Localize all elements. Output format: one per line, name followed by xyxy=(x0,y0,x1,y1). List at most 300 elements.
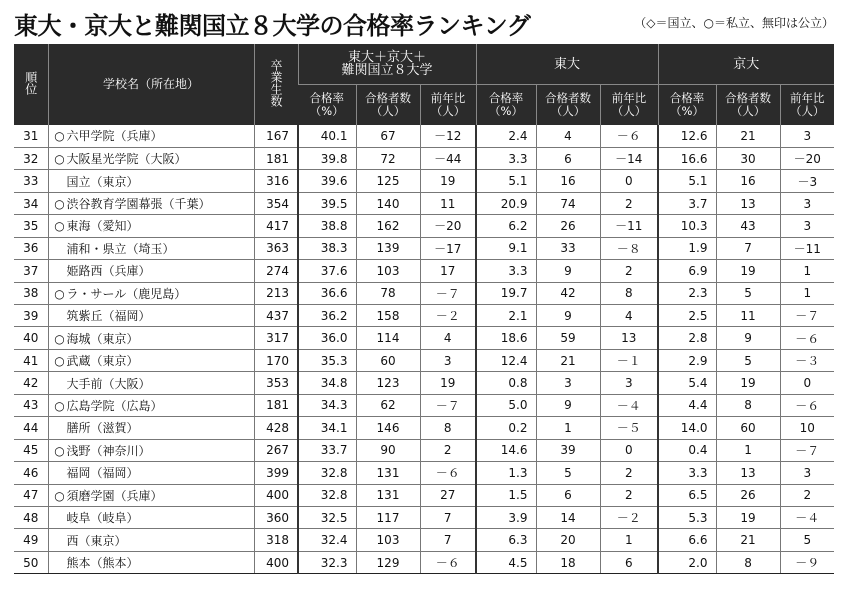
kyodai-count-cell: 5 xyxy=(716,349,780,371)
kyodai-rate-cell: 2.5 xyxy=(658,305,716,327)
kyodai-count-cell: 13 xyxy=(716,192,780,214)
school-type-mark: ○ xyxy=(54,152,65,167)
rank-cell: 38 xyxy=(14,282,48,304)
school-name-cell xyxy=(48,192,254,214)
table-row xyxy=(14,192,834,214)
all-rate-cell: 39.8 xyxy=(298,147,356,169)
school-name: 武蔵（東京） xyxy=(66,354,139,369)
all-yoy-cell: 4 xyxy=(420,327,476,349)
todai-count-cell: 59 xyxy=(536,327,600,349)
todai-yoy-cell: 8 xyxy=(600,282,658,304)
all-yoy-cell: －７ xyxy=(420,394,476,416)
kyodai-yoy-cell: 3 xyxy=(780,192,834,214)
kyodai-rate-cell: 1.9 xyxy=(658,237,716,259)
rank-cell: 41 xyxy=(14,349,48,371)
todai-yoy-cell: 3 xyxy=(600,372,658,394)
school-name: 筑紫丘（福岡） xyxy=(66,309,151,324)
todai-yoy-cell: －５ xyxy=(600,417,658,439)
rank-cell: 45 xyxy=(14,439,48,461)
table-row xyxy=(14,394,834,416)
school-type-mark: ○ xyxy=(54,129,65,144)
kyodai-count-cell: 19 xyxy=(716,506,780,528)
school-name: 六甲学院（兵庫） xyxy=(66,129,163,144)
all-count-cell: 72 xyxy=(356,147,420,169)
todai-rate-cell: 1.3 xyxy=(476,462,536,484)
table-row xyxy=(14,327,834,349)
kyodai-yoy-cell: 3 xyxy=(780,215,834,237)
kyodai-rate-cell: 3.7 xyxy=(658,192,716,214)
todai-rate-cell: 6.2 xyxy=(476,215,536,237)
kyodai-count-cell: 21 xyxy=(716,529,780,551)
school-name-cell xyxy=(48,417,254,439)
table-row xyxy=(14,417,834,439)
kyodai-yoy-cell: 1 xyxy=(780,260,834,282)
all-yoy-cell: 19 xyxy=(420,372,476,394)
school-name: 浦和・県立（埼玉） xyxy=(66,241,175,256)
kyodai-count-cell: 9 xyxy=(716,327,780,349)
all-rate-cell: 32.8 xyxy=(298,462,356,484)
all-count-cell: 158 xyxy=(356,305,420,327)
table-row xyxy=(14,551,834,573)
header-all-rate: 合格率 （%） xyxy=(298,85,356,126)
all-count-cell: 67 xyxy=(356,125,420,147)
kyodai-yoy-cell: －６ xyxy=(780,394,834,416)
all-rate-cell: 32.8 xyxy=(298,484,356,506)
todai-yoy-cell: 2 xyxy=(600,462,658,484)
school-name: 西（東京） xyxy=(66,533,127,548)
kyodai-yoy-cell: －４ xyxy=(780,506,834,528)
table-row xyxy=(14,215,834,237)
todai-rate-cell: 4.5 xyxy=(476,551,536,573)
kyodai-count-cell: 21 xyxy=(716,125,780,147)
todai-yoy-cell: 6 xyxy=(600,551,658,573)
todai-count-cell: 3 xyxy=(536,372,600,394)
todai-rate-cell: 5.0 xyxy=(476,394,536,416)
school-name: 海城（東京） xyxy=(66,331,139,346)
school-name-cell xyxy=(48,305,254,327)
todai-rate-cell: 0.2 xyxy=(476,417,536,439)
graduates-cell: 181 xyxy=(254,147,298,169)
todai-count-cell: 26 xyxy=(536,215,600,237)
header-all-count: 合格者数 （人） xyxy=(356,85,420,126)
all-count-cell: 140 xyxy=(356,192,420,214)
header-group-kyodai: 京大 xyxy=(658,44,834,85)
table-row xyxy=(14,237,834,259)
todai-yoy-cell: 0 xyxy=(600,439,658,461)
kyodai-count-cell: 60 xyxy=(716,417,780,439)
todai-count-cell: 21 xyxy=(536,349,600,371)
school-name-cell xyxy=(48,125,254,147)
graduates-cell: 400 xyxy=(254,484,298,506)
todai-rate-cell: 9.1 xyxy=(476,237,536,259)
kyodai-rate-cell: 2.0 xyxy=(658,551,716,573)
all-yoy-cell: 3 xyxy=(420,349,476,371)
todai-count-cell: 42 xyxy=(536,282,600,304)
kyodai-rate-cell: 6.5 xyxy=(658,484,716,506)
kyodai-yoy-cell: 5 xyxy=(780,529,834,551)
all-yoy-cell: 19 xyxy=(420,170,476,192)
todai-rate-cell: 5.1 xyxy=(476,170,536,192)
header-group-todai: 東大 xyxy=(476,44,658,85)
rank-cell: 47 xyxy=(14,484,48,506)
graduates-cell: 360 xyxy=(254,506,298,528)
todai-rate-cell: 14.6 xyxy=(476,439,536,461)
page-title: 東大・京大と難関国立８大学の合格率ランキング xyxy=(14,12,531,40)
rank-cell: 40 xyxy=(14,327,48,349)
todai-rate-cell: 2.4 xyxy=(476,125,536,147)
all-count-cell: 114 xyxy=(356,327,420,349)
kyodai-rate-cell: 12.6 xyxy=(658,125,716,147)
kyodai-yoy-cell: －７ xyxy=(780,305,834,327)
kyodai-rate-cell: 2.3 xyxy=(658,282,716,304)
todai-yoy-cell: 0 xyxy=(600,170,658,192)
all-rate-cell: 34.1 xyxy=(298,417,356,439)
kyodai-yoy-cell: 3 xyxy=(780,125,834,147)
graduates-cell: 363 xyxy=(254,237,298,259)
kyodai-yoy-cell: －11 xyxy=(780,237,834,259)
school-name-cell xyxy=(48,529,254,551)
todai-yoy-cell: 13 xyxy=(600,327,658,349)
kyodai-rate-cell: 5.3 xyxy=(658,506,716,528)
kyodai-rate-cell: 6.9 xyxy=(658,260,716,282)
all-rate-cell: 36.2 xyxy=(298,305,356,327)
header-kyodai-yoy: 前年比 （人） xyxy=(780,85,834,126)
all-rate-cell: 34.8 xyxy=(298,372,356,394)
school-name: 膳所（滋賀） xyxy=(66,421,139,436)
all-rate-cell: 32.5 xyxy=(298,506,356,528)
all-yoy-cell: 17 xyxy=(420,260,476,282)
todai-rate-cell: 3.3 xyxy=(476,260,536,282)
graduates-cell: 318 xyxy=(254,529,298,551)
school-name: 熊本（熊本） xyxy=(66,556,139,571)
all-count-cell: 60 xyxy=(356,349,420,371)
header-todai-count: 合格者数 （人） xyxy=(536,85,600,126)
kyodai-rate-cell: 3.3 xyxy=(658,462,716,484)
kyodai-count-cell: 8 xyxy=(716,394,780,416)
kyodai-count-cell: 16 xyxy=(716,170,780,192)
graduates-cell: 417 xyxy=(254,215,298,237)
kyodai-count-cell: 19 xyxy=(716,372,780,394)
all-rate-cell: 34.3 xyxy=(298,394,356,416)
todai-rate-cell: 2.1 xyxy=(476,305,536,327)
kyodai-yoy-cell: 2 xyxy=(780,484,834,506)
header-kyodai-rate: 合格率 （%） xyxy=(658,85,716,126)
rank-cell: 49 xyxy=(14,529,48,551)
school-name-cell xyxy=(48,237,254,259)
kyodai-rate-cell: 6.6 xyxy=(658,529,716,551)
all-rate-cell: 36.6 xyxy=(298,282,356,304)
all-rate-cell: 38.3 xyxy=(298,237,356,259)
rank-cell: 48 xyxy=(14,506,48,528)
todai-rate-cell: 3.9 xyxy=(476,506,536,528)
school-name: 岐阜（岐阜） xyxy=(66,511,139,526)
school-name-cell xyxy=(48,215,254,237)
header-todai-yoy: 前年比 （人） xyxy=(600,85,658,126)
all-count-cell: 90 xyxy=(356,439,420,461)
kyodai-count-cell: 8 xyxy=(716,551,780,573)
graduates-cell: 353 xyxy=(254,372,298,394)
graduates-cell: 167 xyxy=(254,125,298,147)
school-name-cell xyxy=(48,372,254,394)
school-type-mark: ○ xyxy=(54,488,65,503)
header-kyodai-count: 合格者数 （人） xyxy=(716,85,780,126)
rank-cell: 35 xyxy=(14,215,48,237)
all-yoy-cell: 27 xyxy=(420,484,476,506)
all-rate-cell: 37.6 xyxy=(298,260,356,282)
todai-count-cell: 6 xyxy=(536,147,600,169)
todai-count-cell: 4 xyxy=(536,125,600,147)
todai-rate-cell: 0.8 xyxy=(476,372,536,394)
todai-count-cell: 74 xyxy=(536,192,600,214)
graduates-cell: 213 xyxy=(254,282,298,304)
table-row xyxy=(14,349,834,371)
graduates-cell: 354 xyxy=(254,192,298,214)
school-name: ラ・サール（鹿児島） xyxy=(66,286,187,301)
header-rank: 順位 xyxy=(14,44,48,125)
table-row xyxy=(14,529,834,551)
todai-count-cell: 9 xyxy=(536,305,600,327)
header-group-all: 東大＋京大＋ 難関国立８大学 xyxy=(298,44,476,85)
header-graduates: 卒業生数 xyxy=(254,44,298,125)
todai-count-cell: 16 xyxy=(536,170,600,192)
table-row xyxy=(14,305,834,327)
rank-cell: 39 xyxy=(14,305,48,327)
all-rate-cell: 39.6 xyxy=(298,170,356,192)
all-rate-cell: 38.8 xyxy=(298,215,356,237)
school-type-mark: ○ xyxy=(54,197,65,212)
legend-note: （◇＝国立、○＝私立、無印は公立） xyxy=(634,16,834,30)
kyodai-count-cell: 30 xyxy=(716,147,780,169)
kyodai-yoy-cell: 10 xyxy=(780,417,834,439)
rank-cell: 50 xyxy=(14,551,48,573)
all-yoy-cell: －44 xyxy=(420,147,476,169)
all-yoy-cell: －20 xyxy=(420,215,476,237)
kyodai-rate-cell: 16.6 xyxy=(658,147,716,169)
rank-cell: 46 xyxy=(14,462,48,484)
kyodai-count-cell: 13 xyxy=(716,462,780,484)
todai-yoy-cell: －２ xyxy=(600,506,658,528)
todai-yoy-cell: 2 xyxy=(600,484,658,506)
kyodai-yoy-cell: －６ xyxy=(780,327,834,349)
todai-rate-cell: 1.5 xyxy=(476,484,536,506)
kyodai-rate-cell: 5.4 xyxy=(658,372,716,394)
school-name-cell xyxy=(48,260,254,282)
graduates-cell: 437 xyxy=(254,305,298,327)
kyodai-yoy-cell: －７ xyxy=(780,439,834,461)
school-name: 渋谷教育学園幕張（千葉） xyxy=(66,197,211,212)
todai-rate-cell: 12.4 xyxy=(476,349,536,371)
kyodai-count-cell: 26 xyxy=(716,484,780,506)
school-name: 浅野（神奈川） xyxy=(66,443,151,458)
todai-count-cell: 9 xyxy=(536,260,600,282)
all-yoy-cell: －６ xyxy=(420,462,476,484)
all-yoy-cell: －７ xyxy=(420,282,476,304)
all-count-cell: 131 xyxy=(356,484,420,506)
kyodai-rate-cell: 4.4 xyxy=(658,394,716,416)
table-row xyxy=(14,372,834,394)
rank-cell: 33 xyxy=(14,170,48,192)
all-rate-cell: 32.3 xyxy=(298,551,356,573)
kyodai-count-cell: 5 xyxy=(716,282,780,304)
kyodai-count-cell: 19 xyxy=(716,260,780,282)
todai-yoy-cell: －８ xyxy=(600,237,658,259)
all-yoy-cell: 8 xyxy=(420,417,476,439)
header-school: 学校名（所在地） xyxy=(48,44,254,125)
all-rate-cell: 33.7 xyxy=(298,439,356,461)
all-count-cell: 103 xyxy=(356,529,420,551)
all-count-cell: 131 xyxy=(356,462,420,484)
kyodai-rate-cell: 0.4 xyxy=(658,439,716,461)
table-row xyxy=(14,506,834,528)
kyodai-rate-cell: 2.8 xyxy=(658,327,716,349)
kyodai-yoy-cell: －９ xyxy=(780,551,834,573)
rank-cell: 42 xyxy=(14,372,48,394)
all-count-cell: 62 xyxy=(356,394,420,416)
kyodai-yoy-cell: 0 xyxy=(780,372,834,394)
school-name-cell xyxy=(48,170,254,192)
all-count-cell: 139 xyxy=(356,237,420,259)
all-count-cell: 162 xyxy=(356,215,420,237)
todai-count-cell: 18 xyxy=(536,551,600,573)
school-name: 大阪星光学院（大阪） xyxy=(66,152,187,167)
todai-yoy-cell: －14 xyxy=(600,147,658,169)
kyodai-rate-cell: 2.9 xyxy=(658,349,716,371)
school-name: 広島学院（広島） xyxy=(66,398,163,413)
school-type-mark: ○ xyxy=(54,331,65,346)
all-yoy-cell: －６ xyxy=(420,551,476,573)
header-all-yoy: 前年比 （人） xyxy=(420,85,476,126)
table-row xyxy=(14,462,834,484)
all-rate-cell: 32.4 xyxy=(298,529,356,551)
kyodai-rate-cell: 10.3 xyxy=(658,215,716,237)
all-yoy-cell: 7 xyxy=(420,506,476,528)
ranking-table xyxy=(14,44,834,574)
all-count-cell: 103 xyxy=(356,260,420,282)
todai-yoy-cell: 2 xyxy=(600,192,658,214)
header-todai-rate: 合格率 （%） xyxy=(476,85,536,126)
school-type-mark: ○ xyxy=(54,443,65,458)
kyodai-yoy-cell: －20 xyxy=(780,147,834,169)
all-yoy-cell: －17 xyxy=(420,237,476,259)
todai-rate-cell: 19.7 xyxy=(476,282,536,304)
todai-count-cell: 1 xyxy=(536,417,600,439)
rank-cell: 34 xyxy=(14,192,48,214)
table-header xyxy=(14,44,834,125)
kyodai-rate-cell: 14.0 xyxy=(658,417,716,439)
graduates-cell: 399 xyxy=(254,462,298,484)
all-yoy-cell: 7 xyxy=(420,529,476,551)
todai-yoy-cell: 2 xyxy=(600,260,658,282)
all-count-cell: 117 xyxy=(356,506,420,528)
school-name-cell xyxy=(48,506,254,528)
kyodai-count-cell: 7 xyxy=(716,237,780,259)
graduates-cell: 181 xyxy=(254,394,298,416)
all-yoy-cell: 11 xyxy=(420,192,476,214)
todai-rate-cell: 6.3 xyxy=(476,529,536,551)
table-body xyxy=(14,125,834,574)
rank-cell: 44 xyxy=(14,417,48,439)
kyodai-count-cell: 11 xyxy=(716,305,780,327)
table-row xyxy=(14,170,834,192)
rank-cell: 37 xyxy=(14,260,48,282)
all-rate-cell: 39.5 xyxy=(298,192,356,214)
todai-count-cell: 9 xyxy=(536,394,600,416)
graduates-cell: 274 xyxy=(254,260,298,282)
school-name-cell xyxy=(48,551,254,573)
rank-cell: 31 xyxy=(14,125,48,147)
todai-yoy-cell: 1 xyxy=(600,529,658,551)
school-name-cell xyxy=(48,439,254,461)
school-name: 須磨学園（兵庫） xyxy=(66,488,163,503)
all-count-cell: 78 xyxy=(356,282,420,304)
kyodai-count-cell: 43 xyxy=(716,215,780,237)
todai-yoy-cell: 4 xyxy=(600,305,658,327)
all-yoy-cell: －12 xyxy=(420,125,476,147)
kyodai-count-cell: 1 xyxy=(716,439,780,461)
school-name: 大手前（大阪） xyxy=(66,376,151,391)
school-name: 国立（東京） xyxy=(66,174,139,189)
all-yoy-cell: 2 xyxy=(420,439,476,461)
todai-rate-cell: 20.9 xyxy=(476,192,536,214)
table-row xyxy=(14,125,834,147)
todai-rate-cell: 18.6 xyxy=(476,327,536,349)
kyodai-yoy-cell: 1 xyxy=(780,282,834,304)
school-name-cell xyxy=(48,282,254,304)
table-row xyxy=(14,439,834,461)
all-count-cell: 146 xyxy=(356,417,420,439)
school-name: 姫路西（兵庫） xyxy=(66,264,151,279)
todai-yoy-cell: －４ xyxy=(600,394,658,416)
school-type-mark: ○ xyxy=(54,286,65,301)
school-type-mark: ○ xyxy=(54,354,65,369)
school-type-mark: ○ xyxy=(54,219,65,234)
kyodai-rate-cell: 5.1 xyxy=(658,170,716,192)
todai-count-cell: 6 xyxy=(536,484,600,506)
all-rate-cell: 40.1 xyxy=(298,125,356,147)
all-rate-cell: 35.3 xyxy=(298,349,356,371)
all-yoy-cell: －２ xyxy=(420,305,476,327)
kyodai-yoy-cell: 3 xyxy=(780,462,834,484)
table-row xyxy=(14,260,834,282)
school-name-cell xyxy=(48,484,254,506)
school-name: 東海（愛知） xyxy=(66,219,139,234)
all-count-cell: 123 xyxy=(356,372,420,394)
rank-cell: 43 xyxy=(14,394,48,416)
school-name-cell xyxy=(48,394,254,416)
todai-rate-cell: 3.3 xyxy=(476,147,536,169)
table-row xyxy=(14,484,834,506)
rank-cell: 36 xyxy=(14,237,48,259)
all-count-cell: 129 xyxy=(356,551,420,573)
school-name-cell xyxy=(48,327,254,349)
graduates-cell: 400 xyxy=(254,551,298,573)
todai-yoy-cell: －１ xyxy=(600,349,658,371)
rank-cell: 32 xyxy=(14,147,48,169)
school-type-mark: ○ xyxy=(54,398,65,413)
school-name-cell xyxy=(48,462,254,484)
todai-yoy-cell: －11 xyxy=(600,215,658,237)
table-row xyxy=(14,147,834,169)
all-count-cell: 125 xyxy=(356,170,420,192)
kyodai-yoy-cell: －３ xyxy=(780,349,834,371)
todai-count-cell: 5 xyxy=(536,462,600,484)
todai-count-cell: 39 xyxy=(536,439,600,461)
graduates-cell: 316 xyxy=(254,170,298,192)
todai-yoy-cell: －６ xyxy=(600,125,658,147)
table-row xyxy=(14,282,834,304)
graduates-cell: 428 xyxy=(254,417,298,439)
school-name-cell xyxy=(48,147,254,169)
